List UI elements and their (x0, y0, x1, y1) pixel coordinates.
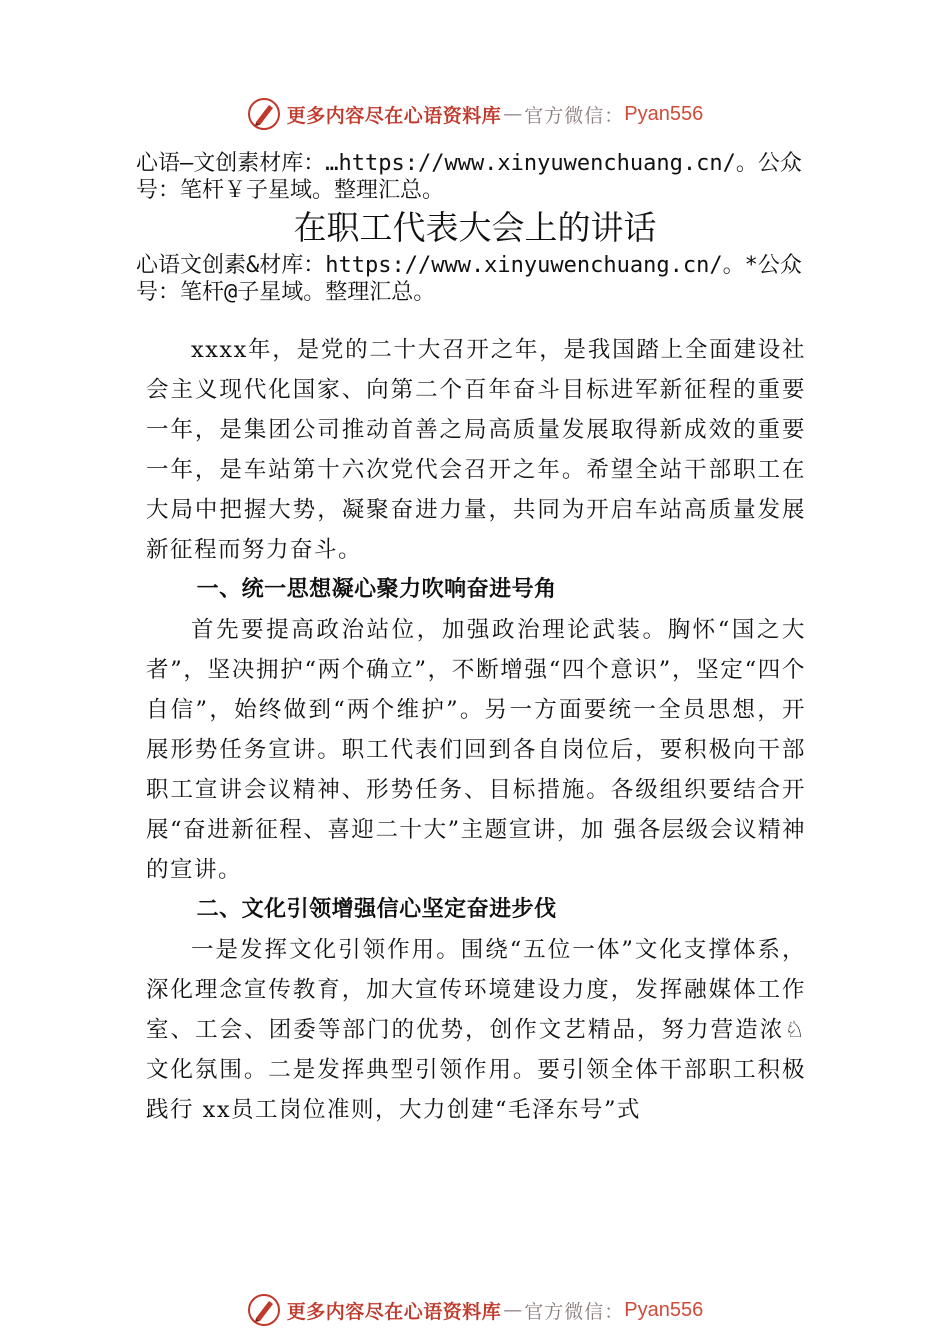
footer-banner (0, 1290, 950, 1330)
source-notice: 心语—文创素材库：…https://www.xinyuwenchuang.cn/。公众号：笔杆￥子星域。整理汇总。 (136, 151, 802, 203)
section-heading: 二、文化引领增强信心坚定奋进步伐 (196, 897, 557, 922)
banner-wechat-label: 官方微信： (524, 1300, 625, 1323)
banner-dash: — (503, 1299, 523, 1321)
section-paragraph: 首先要提高政治站位，加强政治理论武装。胸怀“国之大者”，坚决拥护“两个确立”，不断增强“四个意识”，坚定“四个自信”，始终做到“两个维护”。另一方面要统一全员思想，开展形势任务宣讲。职工代表们回到各自岗位后，要积极向干部职工宣讲会议精神、形势任务、目标措施。各级组织要结合开展“奋进新征程、喜迎二十大”主题宣讲，加 强各层级会议精神的宣讲。 (146, 617, 806, 883)
section-heading: 一、统一思想凝心聚力吹响奋进号角 (196, 577, 557, 602)
source-notice: 心语文创素&材库：https://www.xinyuwenchuang.cn/。*公众号：笔杆@子星域。整理汇总。 (136, 253, 802, 305)
banner-dash: — (503, 103, 523, 125)
banner-site-text: 更多内容尽在心语资料库 (286, 1300, 502, 1323)
banner-wechat-label: 官方微信： (524, 104, 625, 127)
section-paragraph: 一是发挥文化引领作用。围绕“五位一体”文化支撑体系，深化理念宣传教育，加大宣传环境建设力度，发挥融媒体工作室、工会、团委等部门的优势，创作文艺精品，努力营造浓♘文化氛围。二是发挥典型引领作用。要引领全体干部职工积极践行 xx员工岗位准则，大力创建“毛泽东号”式 (146, 937, 806, 1123)
document-body (146, 330, 806, 1130)
header-banner (0, 94, 950, 134)
document-title: 在职工代表大会上的讲话 (293, 208, 657, 247)
banner-wechat-id: Pyan556 (624, 1298, 704, 1321)
pen-logo-icon (247, 97, 281, 131)
pen-logo-icon (247, 1293, 281, 1327)
banner-site-text: 更多内容尽在心语资料库 (286, 104, 502, 127)
intro-paragraph: xxxx年，是党的二十大召开之年，是我国踏上全面建设社会主义现代化国家、向第二个百年奋斗目标进军新征程的重要一年，是集团公司推动首善之局高质量发展取得新成效的重要一年，是车站第十六次党代会召开之年。希望全站干部职工在大局中把握大势，凝聚奋进力量，共同为开启车站高质量发展新征程而努力奋斗。 (146, 337, 806, 563)
banner-wechat-id: Pyan556 (624, 102, 704, 125)
